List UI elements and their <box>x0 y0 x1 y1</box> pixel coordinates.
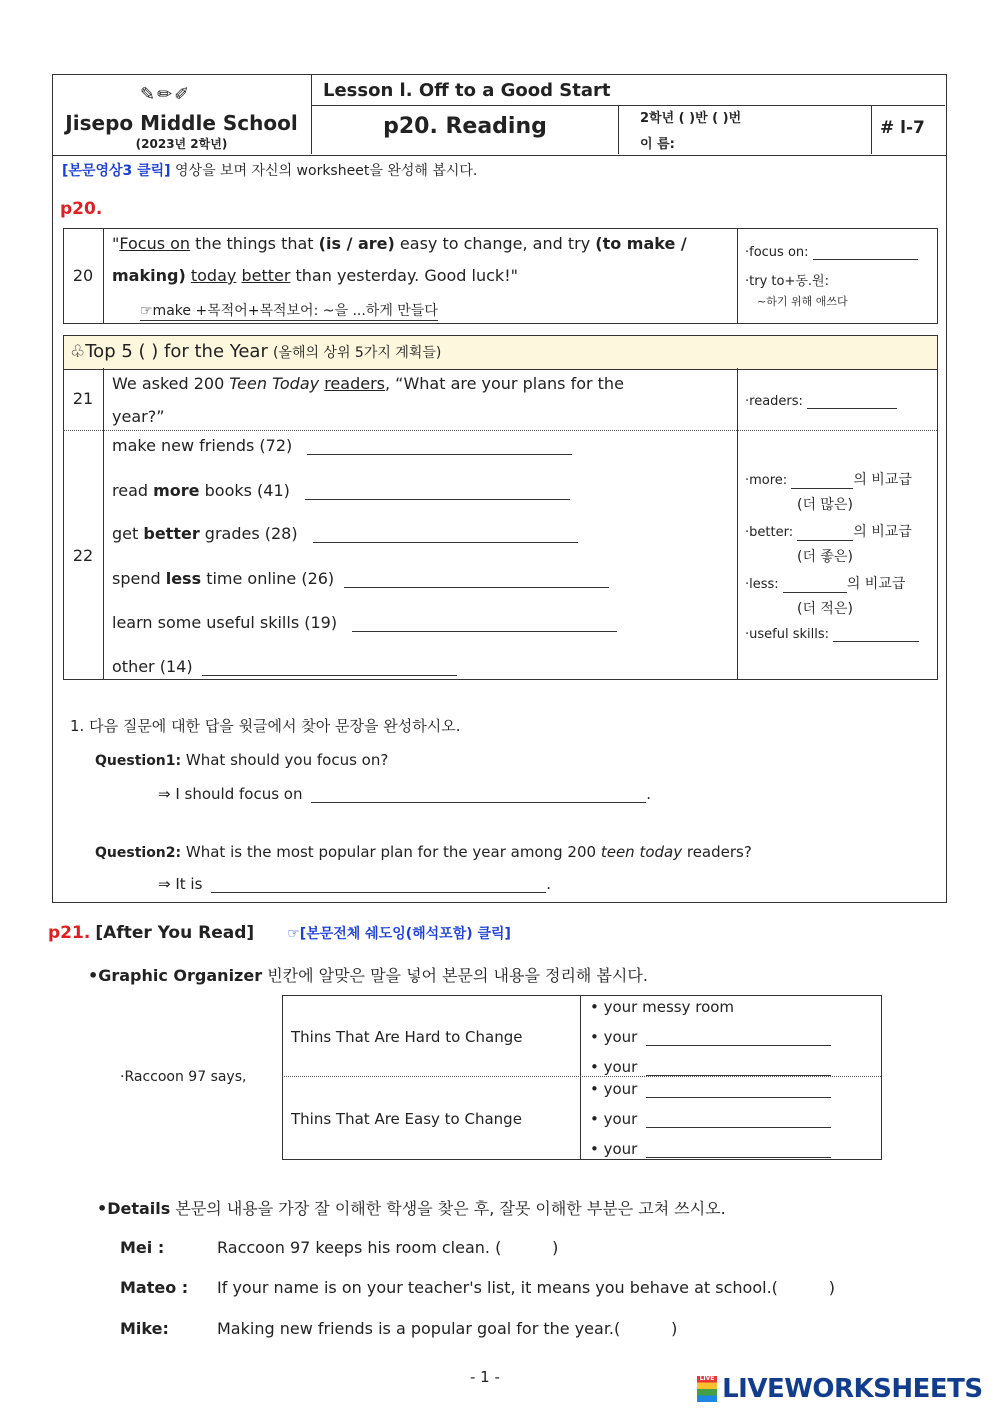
better-blank[interactable] <box>797 524 853 541</box>
focus-on-blank[interactable] <box>813 243 918 260</box>
side-more-meaning: (더 많은) <box>797 497 853 513</box>
hard-item-3: • your <box>590 1058 831 1076</box>
name-label: 이 름: <box>640 137 675 152</box>
student-text-mei: Raccoon 97 keeps his room clean. ( ) <box>217 1238 559 1257</box>
hard-item-1: • your messy room <box>590 998 735 1016</box>
side-readers: ·readers: <box>745 392 897 409</box>
answer1-blank[interactable] <box>311 786 646 803</box>
row21-number: 21 <box>72 389 94 408</box>
better-text: better <box>241 266 291 285</box>
useful-blank[interactable] <box>833 625 919 642</box>
instruction-text: 영상을 보며 자신의 worksheet을 완성해 봅시다. <box>175 163 478 179</box>
readers-blank[interactable] <box>807 392 897 409</box>
raccoon-says: ·Raccoon 97 says, <box>120 1069 247 1085</box>
side-less: ·less: 의 비교급 <box>745 576 906 592</box>
plan-blank-2[interactable] <box>305 483 570 500</box>
hard-blank-2[interactable] <box>646 1029 831 1046</box>
row20-text-3: than yesterday. Good luck!" <box>290 266 518 285</box>
student-name-mei: Mei : <box>120 1238 165 1257</box>
easy-item-1: • your <box>590 1080 831 1098</box>
club-icon: ♧ <box>70 342 86 362</box>
p21-label: p21. <box>48 923 91 943</box>
page-number: - 1 - <box>470 1368 500 1386</box>
video-instruction <box>62 160 477 180</box>
magazine-name: Teen Today <box>229 374 320 393</box>
side-less-meaning: (더 적은) <box>797 601 853 617</box>
rows-side-div <box>737 368 738 680</box>
shadowing-link[interactable]: ☞[본문전체 쉐도잉(해석포함) 클릭] <box>287 926 511 942</box>
plan-blank-6[interactable] <box>202 659 457 676</box>
row21-line2: year?” <box>112 407 165 426</box>
plan-item-5: learn some useful skills (19) <box>112 613 617 632</box>
student-text-mateo: If your name is on your teacher's list, it means you behave at school.( ) <box>217 1278 835 1297</box>
focus-on-text: Focus on <box>119 234 191 253</box>
question2: Question2: What is the most popular plan for the year among 200 teen today readers? <box>95 843 752 861</box>
top5-title <box>70 341 441 362</box>
worksheet-code: # l-7 <box>880 118 925 138</box>
side-more: ·more: 의 비교급 <box>745 472 912 488</box>
question1: Question1: What should you focus on? <box>95 751 389 769</box>
header-divider-3 <box>871 105 872 154</box>
p21-heading <box>48 923 511 943</box>
row21-text-2: , “What are your plans for the <box>384 374 624 393</box>
to-make-choice[interactable]: (to make / <box>595 234 687 253</box>
question-intro: 1. 다음 질문에 대한 답을 윗글에서 찾아 문장을 완성하시오. <box>70 717 461 735</box>
row20-col-div <box>103 228 104 323</box>
student-name-mateo: Mateo : <box>120 1278 189 1297</box>
side-useful: ·useful skills: <box>745 625 919 642</box>
plan-item-1: make new friends (72) <box>112 436 572 455</box>
easy-blank-1[interactable] <box>646 1081 831 1098</box>
header-divider-2 <box>618 105 619 154</box>
side-focus-on: ·focus on: <box>745 243 918 260</box>
pencil-icons: ✎✏✐ <box>140 84 192 105</box>
row20-sentence-line1 <box>112 234 687 253</box>
plan-item-2: read more books (41) <box>112 481 570 500</box>
logo-text: LIVEWORKSHEETS <box>722 1374 983 1404</box>
side-better: ·better: 의 비교급 <box>745 524 912 540</box>
top5-heading: Top 5 ( ) for the Year <box>85 341 268 362</box>
logo-badge: LIVE <box>697 1376 717 1402</box>
easy-item-2: • your <box>590 1110 831 1128</box>
after-you-read-title: [After You Read] <box>95 923 255 943</box>
row20-side-div <box>737 228 738 323</box>
row21-22-dotted <box>63 430 937 431</box>
row20-number: 20 <box>72 266 94 285</box>
hard-to-change-label: Thins That Are Hard to Change <box>291 1028 523 1046</box>
student-text-mike: Making new friends is a popular goal for the year.( ) <box>217 1319 678 1338</box>
grade-class-number: 2학년 ( )반 ( )번 <box>640 111 742 126</box>
plan-item-6: other (14) <box>112 657 457 676</box>
readers-text: readers <box>324 374 385 393</box>
top5-subtitle: (올해의 상위 5가지 계획들) <box>272 345 442 361</box>
easy-blank-3[interactable] <box>646 1141 831 1158</box>
side-better-meaning: (더 좋은) <box>797 549 853 565</box>
plan-blank-3[interactable] <box>313 526 578 543</box>
hard-blank-3[interactable] <box>646 1059 831 1076</box>
plan-blank-5[interactable] <box>352 615 617 632</box>
more-blank[interactable] <box>791 472 853 489</box>
video-link[interactable]: [본문영상3 클릭] <box>62 163 171 179</box>
organizer-table <box>282 995 882 1160</box>
row20-text-2: easy to change, and try <box>394 234 596 253</box>
easy-blank-2[interactable] <box>646 1111 831 1128</box>
student-name-mike: Mike: <box>120 1319 169 1338</box>
make-note: ☞make +목적어+목적보어: ~을 ...하게 만들다 <box>140 300 438 321</box>
details-instruction: •Details 본문의 내용을 가장 잘 이해한 학생을 찾은 후, 잘못 이해한 부분은 고쳐 쓰시오. <box>97 1199 726 1218</box>
answer1: ⇒ I should focus on . <box>158 785 652 803</box>
today-text: today <box>190 266 237 285</box>
row22-number: 22 <box>72 546 94 565</box>
plan-item-3: get better grades (28) <box>112 524 578 543</box>
plan-item-4: spend less time online (26) <box>112 569 609 588</box>
plan-blank-4[interactable] <box>344 571 609 588</box>
answer2: ⇒ It is . <box>158 875 551 893</box>
row21-line1 <box>112 374 624 393</box>
side-try-to: ·try to+동.원: <box>745 274 829 289</box>
lesson-title: Lesson l. Off to a Good Start <box>323 80 611 101</box>
organizer-col-div <box>580 995 581 1159</box>
easy-item-3: • your <box>590 1140 831 1158</box>
row21-text-1: We asked 200 <box>112 374 230 393</box>
school-name: Jisepo Middle School <box>65 111 298 135</box>
graphic-organizer-instruction: •Graphic Organizer 빈칸에 알맞은 말을 넣어 본문의 내용을 정리해 봅시다. <box>88 966 648 985</box>
p20-label: p20. <box>60 199 103 219</box>
school-year: (2023년 2학년) <box>135 137 228 151</box>
rows-col-div <box>103 368 104 680</box>
organizer-row-div <box>282 1076 881 1077</box>
making-choice[interactable]: making) <box>112 266 186 285</box>
less-blank[interactable] <box>783 576 847 593</box>
row20-sentence-line2 <box>112 266 518 285</box>
row20-text-1: the things that <box>190 234 319 253</box>
easy-to-change-label: Thins That Are Easy to Change <box>291 1110 522 1128</box>
plan-blank-1[interactable] <box>307 438 572 455</box>
header-divider-h <box>311 105 945 106</box>
is-are-choice[interactable]: (is / are) <box>318 234 395 253</box>
hard-item-2: • your <box>590 1028 831 1046</box>
liveworksheets-logo <box>697 1374 983 1404</box>
side-try-to-meaning: ~하기 위해 애쓰다 <box>757 295 848 308</box>
quote-open: " <box>112 234 120 253</box>
page-title: p20. Reading <box>383 114 547 139</box>
answer2-blank[interactable] <box>211 876 546 893</box>
